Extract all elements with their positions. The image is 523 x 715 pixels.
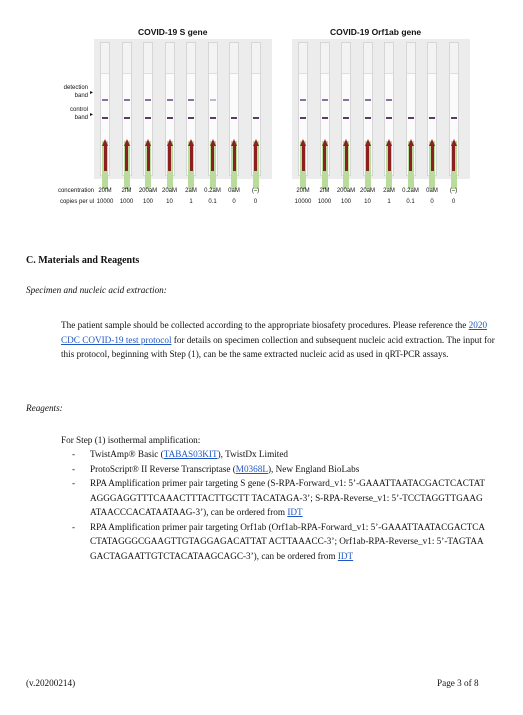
- arrow-mark-icon: [322, 139, 328, 146]
- left-copies-cell: 1: [189, 199, 193, 205]
- strip-cap: [428, 43, 436, 74]
- control-band: [408, 117, 414, 119]
- sample-mark: [388, 145, 391, 171]
- arrow-mark-icon: [408, 139, 414, 146]
- reagent-list: [68, 447, 488, 563]
- sample-mark: [190, 145, 193, 171]
- sample-mark: [168, 145, 171, 171]
- strip-cap: [450, 43, 458, 74]
- left-test-strip: [165, 42, 175, 176]
- left-concentration-cell: 0.2aM: [204, 188, 221, 194]
- arrow-mark-icon: [253, 139, 259, 146]
- strip-cap: [209, 43, 217, 74]
- left-concentration-cell: 200aM: [138, 188, 158, 194]
- control-label-line1: control: [69, 107, 88, 113]
- detection-band-label: [30, 84, 88, 100]
- detection-band: [167, 99, 173, 101]
- idt-link-s-gene[interactable]: IDT: [287, 507, 303, 517]
- reagent-text: ProtoScript® II Reverse Transcriptase (: [90, 463, 236, 474]
- detection-band: [124, 99, 130, 101]
- detection-band: [365, 99, 371, 101]
- arrow-mark-icon: [210, 139, 216, 146]
- arrow-mark-icon: [124, 139, 130, 146]
- left-concentration-cell: 2aM: [185, 188, 197, 194]
- left-copies-cell: 100: [142, 199, 153, 205]
- reagent-item-orf1ab-primers: [68, 520, 488, 564]
- right-copies-cell: 0: [451, 199, 456, 205]
- sample-mark: [409, 145, 412, 171]
- right-concentration-cell: (–): [449, 188, 458, 194]
- left-test-strip: [186, 42, 196, 176]
- strip-cap: [144, 43, 152, 74]
- page-number: Page 3 of 8: [437, 678, 479, 688]
- left-test-strip: [208, 42, 218, 176]
- strip-cap: [321, 43, 329, 74]
- specimen-heading: Specimen and nucleic acid extraction:: [26, 285, 167, 295]
- right-concentration-cell: 2aM: [383, 188, 395, 194]
- strip-cap: [252, 43, 260, 74]
- left-copies-cell: 0: [253, 199, 258, 205]
- reagent-text: RPA Amplification primer pair targeting Orf1ab (Orf1ab-RPA-Forward_v1: 5’-GAAATTAATACGACTCACTATAGGGCGAAGTTGTAGGAGACATTAT ACTTAAACC-3’; Orf1ab-RPA-Reverse_v1: 5’-TAGTAAGACTAGAATTGTCTACATAAGCAGC-3’), can be ordered from: [90, 521, 485, 561]
- sample-mark: [302, 145, 305, 171]
- copies-row-label: copies per ul: [59, 199, 94, 205]
- sample-mark: [104, 145, 107, 171]
- detection-band: [322, 99, 328, 101]
- control-band: [300, 117, 306, 119]
- sample-mark: [452, 145, 455, 171]
- right-concentration-cell: 0.2aM: [402, 188, 419, 194]
- arrow-mark-icon: [365, 139, 371, 146]
- arrow-mark-icon: [300, 139, 306, 146]
- sample-mark: [211, 145, 214, 171]
- right-concentration-cell: 20aM: [359, 188, 375, 194]
- control-band-label: [30, 106, 88, 122]
- strip-cap: [230, 43, 238, 74]
- version-footer: (v.20200214): [26, 678, 76, 688]
- control-band: [167, 117, 173, 119]
- control-band: [253, 117, 259, 119]
- control-band: [231, 117, 237, 119]
- control-band: [124, 117, 130, 119]
- sample-mark: [366, 145, 369, 171]
- arrow-mark-icon: [188, 139, 194, 146]
- arrow-mark-icon: [386, 139, 392, 146]
- control-band: [451, 117, 457, 119]
- right-test-strip: [384, 42, 394, 176]
- right-strip-photo: [292, 39, 470, 179]
- strip-cap: [187, 43, 195, 74]
- right-test-strip: [363, 42, 373, 176]
- section-heading: C. Materials and Reagents: [26, 255, 140, 266]
- sample-mark: [323, 145, 326, 171]
- right-test-strip: [320, 42, 330, 176]
- control-band: [102, 117, 108, 119]
- specimen-text-part2: for details on specimen collection and subsequent nucleic acid extraction. The input for this protocol, beginning with Step (1), can be the same extracted nucleic acid as used in qRT-PCR assays.: [61, 334, 495, 359]
- cdc-protocol-link[interactable]: 2020 CDC COVID-19 test protocol: [61, 320, 488, 345]
- strip-cap: [407, 43, 415, 74]
- left-concentration-cell: 20fM: [98, 188, 112, 194]
- detection-band: [386, 99, 392, 101]
- left-concentration-cell: 2fM: [121, 188, 132, 194]
- sample-mark: [431, 145, 434, 171]
- m0368l-link[interactable]: M0368L: [235, 463, 268, 474]
- arrow-mark-icon: [167, 139, 173, 146]
- concentration-row-label: concentration: [57, 188, 94, 194]
- sample-mark: [254, 145, 257, 171]
- right-concentration-cell: 2fM: [319, 188, 330, 194]
- strip-cap: [166, 43, 174, 74]
- strip-cap: [364, 43, 372, 74]
- right-test-strip: [406, 42, 416, 176]
- idt-link-orf1ab[interactable]: IDT: [337, 550, 354, 561]
- right-concentration-cell: 200aM: [336, 188, 356, 194]
- left-test-strip: [100, 42, 110, 176]
- reagent-text: ), New England BioLabs: [267, 463, 360, 474]
- strip-cap: [299, 43, 307, 74]
- left-test-strip: [143, 42, 153, 176]
- tabas03kit-link[interactable]: TABAS03KIT: [163, 449, 218, 459]
- left-copies-cell: 0.1: [208, 199, 217, 205]
- strip-cap: [342, 43, 350, 74]
- control-band: [343, 117, 349, 119]
- left-copies-cell: 1000: [119, 199, 134, 205]
- detection-band: [102, 99, 108, 101]
- sample-mark: [233, 145, 236, 171]
- reagent-text: RPA Amplification primer pair targeting S gene (S-RPA-Forward_v1: 5’-GAAATTAATACGACTCACTATAGGGAGGTTTCAAACTTTACTTGCTT TACATAGA-3’; S-RPA-Reverse_v1: 5’-TCCTAGGTTGAAGATAACCCACATAATAAG-3’), can be ordered from: [90, 478, 486, 517]
- left-concentration-cell: (–): [251, 188, 260, 194]
- right-test-strip: [427, 42, 437, 176]
- control-band: [365, 117, 371, 119]
- detection-band: [343, 99, 349, 101]
- control-band: [188, 117, 194, 119]
- reagent-item-protoscript: [68, 462, 488, 477]
- right-copies-cell: 10000: [294, 199, 312, 205]
- step1-intro: For Step (1) isothermal amplification:: [61, 435, 201, 445]
- detection-label-line1: detection: [63, 85, 88, 91]
- control-band: [386, 117, 392, 119]
- reagent-item-twistamp: [68, 447, 488, 462]
- sample-mark: [345, 145, 348, 171]
- sample-mark: [147, 145, 150, 171]
- sample-mark: [125, 145, 128, 171]
- control-band: [322, 117, 328, 119]
- specimen-text-part1: The patient sample should be collected according to the appropriate biosafety procedures. Please reference the: [61, 320, 469, 330]
- left-concentration-cell: 0aM: [228, 188, 240, 194]
- strip-cap: [385, 43, 393, 74]
- left-copies-cell: 0: [232, 199, 236, 205]
- detection-band: [300, 99, 306, 101]
- arrow-mark-icon: [145, 139, 151, 146]
- strip-cap: [101, 43, 109, 74]
- specimen-paragraph: [61, 318, 501, 362]
- reagent-text: TwistAmp® Basic (: [90, 449, 164, 459]
- left-concentration-cell: 20aM: [161, 188, 177, 194]
- right-figure-title: COVID-19 Orf1ab gene: [330, 27, 422, 37]
- right-concentration-cell: 0aM: [426, 188, 438, 194]
- arrow-mark-icon: [231, 139, 237, 146]
- right-copies-cell: 100: [340, 199, 351, 205]
- right-copies-cell: 1000: [317, 199, 332, 205]
- left-figure-title: COVID-19 S gene: [138, 27, 208, 37]
- right-copies-cell: 0: [430, 199, 434, 205]
- control-band: [429, 117, 435, 119]
- control-arrow-icon: ▸: [90, 112, 94, 118]
- left-strip-photo: [94, 39, 272, 179]
- left-test-strip: [251, 42, 261, 176]
- right-concentration-cell: 20fM: [296, 188, 310, 194]
- reagent-text: ), TwistDx Limited: [217, 449, 288, 459]
- arrow-mark-icon: [451, 139, 457, 146]
- strip-cap: [123, 43, 131, 74]
- detection-arrow-icon: ▸: [90, 90, 94, 96]
- control-band: [210, 117, 216, 119]
- detection-band: [145, 99, 151, 101]
- control-label-line2: band: [74, 115, 88, 121]
- reagents-heading: Reagents:: [26, 403, 63, 413]
- left-test-strip: [122, 42, 132, 176]
- control-band: [145, 117, 151, 119]
- right-copies-cell: 10: [364, 199, 371, 205]
- right-test-strip: [298, 42, 308, 176]
- detection-band: [188, 99, 194, 101]
- arrow-mark-icon: [429, 139, 435, 146]
- arrow-mark-icon: [343, 139, 349, 146]
- right-copies-cell: 1: [387, 199, 391, 205]
- right-copies-cell: 0.1: [406, 199, 415, 205]
- left-copies-cell: 10000: [96, 199, 114, 205]
- detection-label-line2: band: [74, 93, 88, 99]
- right-test-strip: [449, 42, 459, 176]
- arrow-mark-icon: [102, 139, 108, 146]
- left-test-strip: [229, 42, 239, 176]
- reagent-item-s-gene-primers: [68, 476, 488, 520]
- detection-band: [210, 99, 216, 101]
- left-copies-cell: 10: [166, 199, 173, 205]
- right-test-strip: [341, 42, 351, 176]
